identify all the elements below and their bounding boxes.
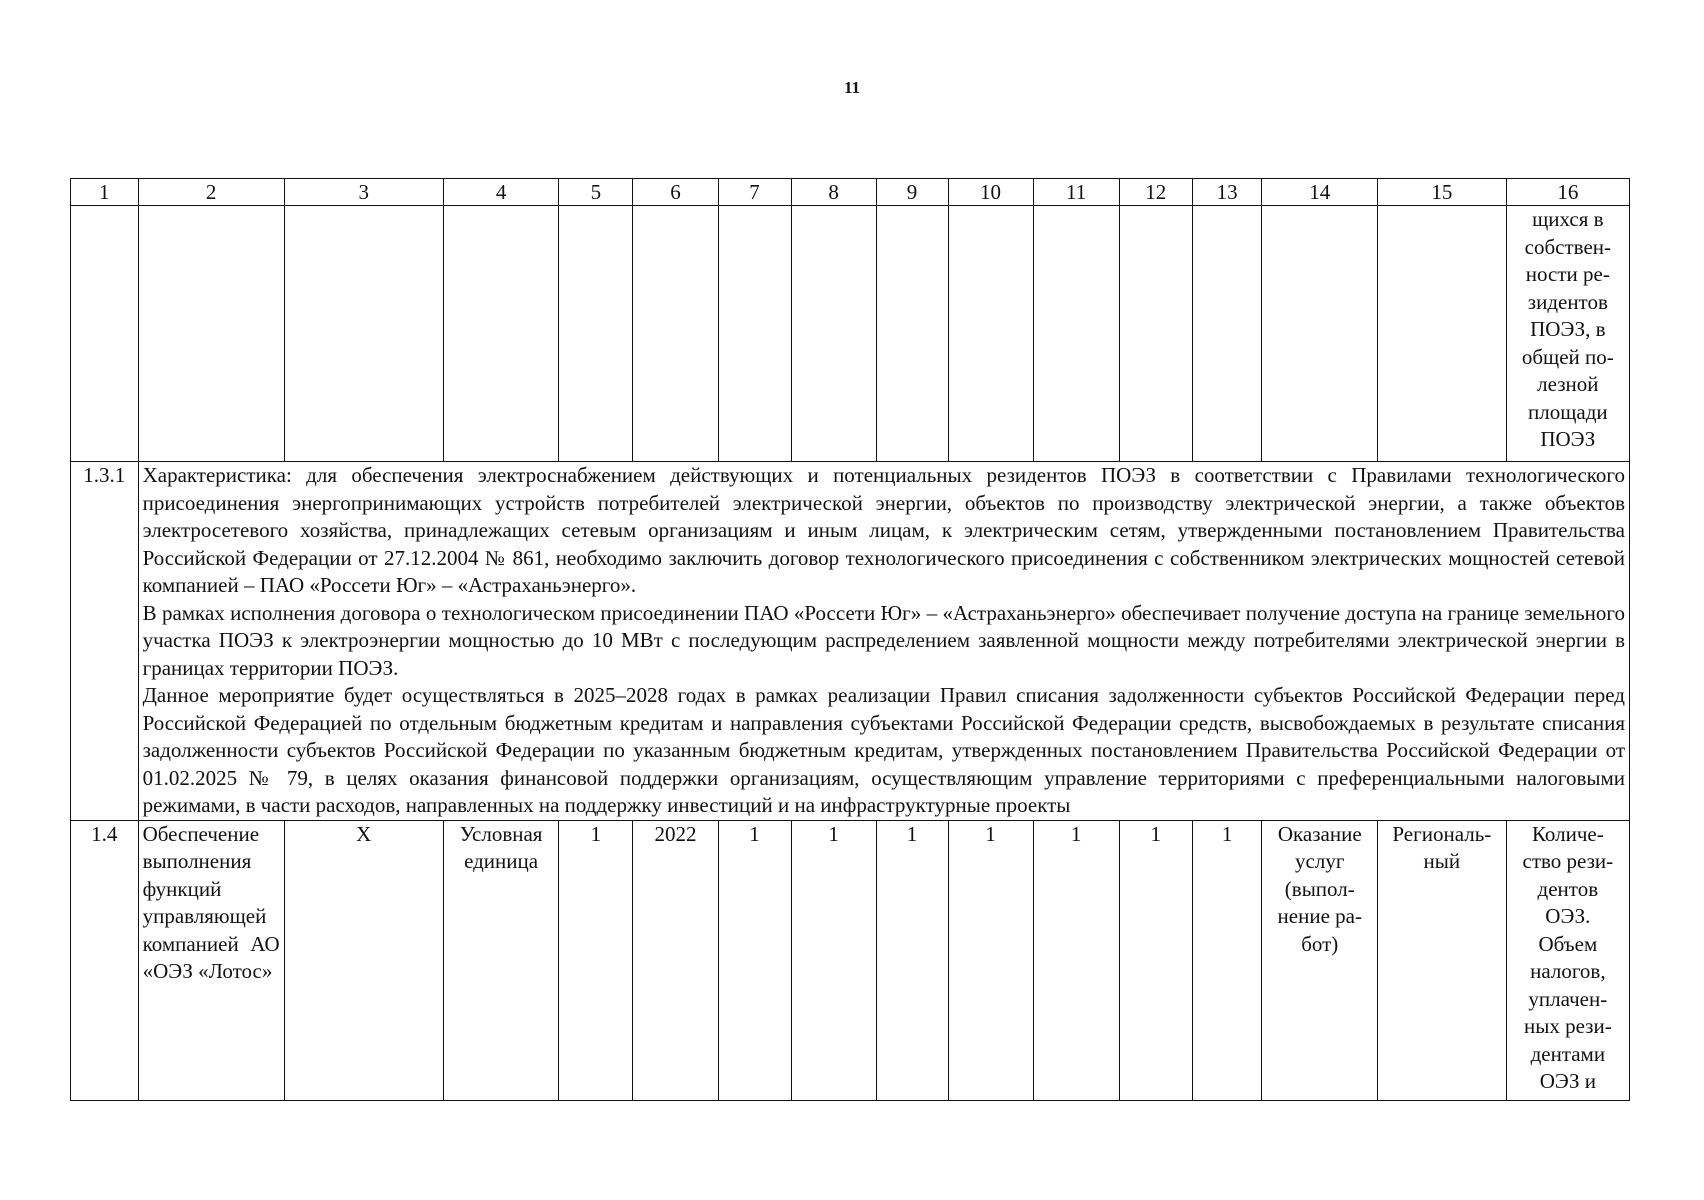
column-number: 5 (559, 179, 633, 206)
column-number: 15 (1378, 179, 1507, 206)
column-number: 12 (1119, 179, 1192, 206)
row-1-3-1 (71, 462, 1630, 821)
column-number: 14 (1262, 179, 1378, 206)
characteristic-text (138, 462, 1629, 821)
empty-cell (876, 206, 948, 462)
cell-c7: 1 (718, 820, 791, 1100)
column-number: 16 (1506, 179, 1629, 206)
cell-c13: 1 (1192, 820, 1262, 1100)
activity-name: Обеспечение выполнения функций управляющей компанией АО «ОЭЗ «Лотос» (138, 820, 284, 1100)
indicator-continuation: щихся в собствен- ности ре- зидентов ПОЭЗ, в общей по- лезной площади ПОЭЗ (1506, 206, 1629, 462)
column-number: 9 (876, 179, 948, 206)
program-table (70, 178, 1630, 1101)
row-1-4 (71, 820, 1630, 1100)
column-number: 3 (284, 179, 443, 206)
column-number: 10 (948, 179, 1033, 206)
cell-c9: 1 (876, 820, 948, 1100)
empty-cell (948, 206, 1033, 462)
level: Региональ- ный (1378, 820, 1507, 1100)
column-number: 1 (71, 179, 139, 206)
empty-cell (1378, 206, 1507, 462)
row-number: 1.4 (71, 820, 139, 1100)
column-number: 11 (1033, 179, 1119, 206)
cell-c12: 1 (1119, 820, 1192, 1100)
empty-cell (71, 206, 139, 462)
base-year: 2022 (633, 820, 718, 1100)
empty-cell (284, 206, 443, 462)
cell-c3: Х (284, 820, 443, 1100)
empty-cell (791, 206, 876, 462)
empty-cell (1119, 206, 1192, 462)
characteristic-paragraph: Характеристика: для обеспечения электроснабжением действующих и потенциальных резидентов ПОЭЗ в соответствии с Правилами технологического присоединения энергопринимающих устройств потребителей электрической энергии, объектов по производству электрической энергии, а также объектов электросетевого хозяйства, принадлежащих сетевым организациям и иным лицам, к электрическим сетям, утвержденными постановлением Правительства Российской Федерации от 27.12.2004 № 861, необходимо заключить договор технологического присоединения с собственником электрических мощностей сетевой компанией – ПАО «Россети Юг» – «Астраханьэнерго». (142, 463, 1625, 597)
empty-cell (1033, 206, 1119, 462)
empty-cell (559, 206, 633, 462)
activity-type: Оказание услуг (выпол- нение ра- бот) (1262, 820, 1378, 1100)
column-numbers-row (71, 179, 1630, 206)
empty-cell (633, 206, 718, 462)
continuation-row (71, 206, 1630, 462)
unit-of-measure: Условная единица (443, 820, 559, 1100)
row-number: 1.3.1 (71, 462, 139, 821)
column-number: 2 (138, 179, 284, 206)
column-number: 8 (791, 179, 876, 206)
characteristic-paragraph: В рамках исполнения договора о технологическом присоединении ПАО «Россети Юг» – «Астраханьэнерго» обеспечивает получение доступа на границе земельного участка ПОЭЗ к электроэнергии мощностью до 10 МВт с последующим распределением заявленной мощности между потребителями электрической энергии в границах территории ПОЭЗ. (142, 600, 1625, 680)
column-number: 13 (1192, 179, 1262, 206)
column-number: 4 (443, 179, 559, 206)
characteristic-paragraph: Данное мероприятие будет осуществляться в 2025–2028 годах в рамках реализации Правил списания задолженности субъектов Российской Федерации перед Российской Федерацией по отдельным бюджетным кредитам и направления субъектами Российской Федерации средств, высвобождаемых в результате списания задолженности субъектов Российской Федерации по указанным бюджетным кредитам, утвержденных постановлением Правительства Российской Федерации от 01.02.2025 № 79, в целях оказания финансовой поддержки организациям, осуществляющим управление территориями с преференциальными налоговыми режимами, в части расходов, направленных на поддержку инвестиций и на инфраструктурные проекты (142, 683, 1625, 817)
column-number: 7 (718, 179, 791, 206)
empty-cell (1262, 206, 1378, 462)
empty-cell (138, 206, 284, 462)
empty-cell (718, 206, 791, 462)
cell-c8: 1 (791, 820, 876, 1100)
indicator-description: Количе- ство рези- дентов ОЭЗ. Объем налогов, уплачен- ных рези- дентами ОЭЗ и (1506, 820, 1629, 1100)
empty-cell (1192, 206, 1262, 462)
cell-c10: 1 (948, 820, 1033, 1100)
cell-c5: 1 (559, 820, 633, 1100)
empty-cell (443, 206, 559, 462)
column-number: 6 (633, 179, 718, 206)
cell-c11: 1 (1033, 820, 1119, 1100)
page-number: 11 (843, 78, 861, 97)
